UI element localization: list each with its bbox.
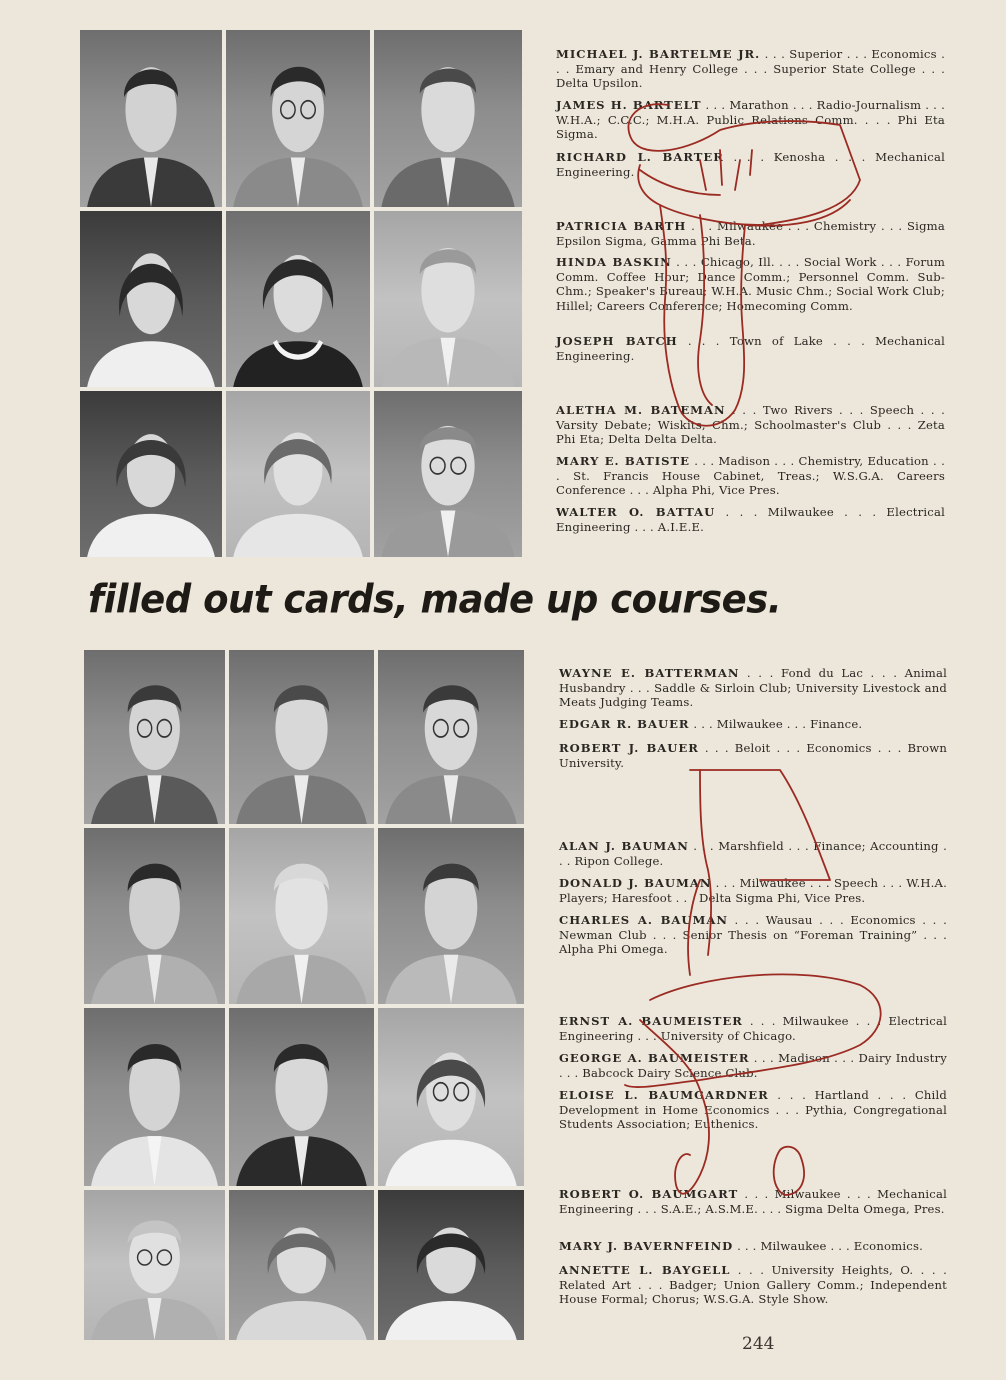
- entry-bateman: [556, 403, 945, 447]
- entry-baumgardner: [559, 1088, 947, 1132]
- student-details: . . . Madison . . . Dairy Industry . . . Babcock Dairy Science Club.: [559, 1051, 947, 1080]
- portrait-photo: [84, 650, 225, 824]
- portrait-photo: [374, 211, 522, 387]
- portrait-grid-top: [80, 30, 522, 557]
- student-details: . . . University Heights, O. . . . Related Art . . . Badger; Union Gallery Comm.; Independent House Formal; Chorus; W.S.G.A. Style Show.: [559, 1263, 947, 1307]
- student-details: . . . Town of Lake . . . Mechanical Engineering.: [556, 334, 945, 363]
- student-name: ERNST A. BAUMEISTER: [559, 1014, 743, 1028]
- portrait-photo: [378, 1190, 524, 1340]
- student-details: . . . Wausau . . . Economics . . . Newman Club . . . Senior Thesis on “Foreman Training” . . . Alpha Phi Omega.: [559, 913, 947, 957]
- entry-bartelt: [556, 98, 945, 142]
- portrait-photo: [229, 650, 374, 824]
- student-name: ROBERT J. BAUER: [559, 741, 699, 755]
- entry-battau: [556, 505, 945, 534]
- entry-bauman-donald: [559, 876, 947, 905]
- student-details: . . . Milwaukee . . . Chemistry . . . Sigma Epsilon Sigma, Gamma Phi Beta.: [556, 219, 945, 248]
- portrait-photo: [226, 30, 370, 207]
- student-details: . . . Kenosha . . . Mechanical Engineering.: [556, 150, 945, 179]
- student-details: . . . Marathon . . . Radio-Journalism . . . W.H.A.; C.C.C.; M.H.A. Public Relations Comm. . . . Phi Eta Sigma.: [556, 98, 945, 142]
- entry-batch: [556, 334, 945, 363]
- portrait-photo: [374, 30, 522, 207]
- student-details: . . . Fond du Lac . . . Animal Husbandry . . . Saddle & Sirloin Club; University Livestock and Meats Judging Teams.: [559, 666, 947, 710]
- student-name: GEORGE A. BAUMEISTER: [559, 1051, 750, 1065]
- entry-bauman-charles: [559, 913, 947, 957]
- portrait-photo: [229, 828, 374, 1004]
- student-name: DONALD J. BAUMAN: [559, 876, 712, 890]
- portrait-photo: [226, 391, 370, 557]
- entry-barter: [556, 150, 945, 179]
- student-name: WAYNE E. BATTERMAN: [559, 666, 740, 680]
- student-name: ANNETTE L. BAYGELL: [559, 1263, 731, 1277]
- entry-baumeister-ernst: [559, 1014, 947, 1043]
- portrait-photo: [84, 1008, 225, 1186]
- portrait-photo: [226, 211, 370, 387]
- entry-barth: [556, 219, 945, 248]
- entry-bavernfeind: [559, 1239, 947, 1254]
- student-details: . . . Milwaukee . . . Electrical Engineering . . . A.I.E.E.: [556, 505, 945, 534]
- student-name: JAMES H. BARTELT: [556, 98, 702, 112]
- entry-baskin: [556, 255, 945, 313]
- section-headline: filled out cards, made up courses.: [88, 576, 782, 623]
- student-name: ROBERT O. BAUMGART: [559, 1187, 739, 1201]
- portrait-photo: [229, 1008, 374, 1186]
- entry-bauer-robert: [559, 741, 947, 770]
- entry-bauman-alan: [559, 839, 947, 868]
- portrait-grid-bottom: [84, 650, 524, 1340]
- student-name: ELOISE L. BAUMGARDNER: [559, 1088, 769, 1102]
- entry-baumgart: [559, 1187, 947, 1216]
- student-details: . . . Madison . . . Chemistry, Education . . . St. Francis House Cabinet, Treas.; W.S.G.A. Careers Conference . . . Alpha Phi, Vice Pres.: [556, 454, 945, 498]
- student-name: JOSEPH BATCH: [556, 334, 678, 348]
- student-details: . . . Two Rivers . . . Speech . . . Varsity Debate; Wiskits, Chm.; Schoolmaster's Club . . . Zeta Phi Eta; Delta Delta Delta.: [556, 403, 945, 447]
- portrait-photo: [84, 1190, 225, 1340]
- student-details: . . . Marshfield . . . Finance; Accounting . . . Ripon College.: [559, 839, 947, 868]
- portrait-photo: [80, 211, 222, 387]
- student-details: . . . Milwaukee . . . Mechanical Engineering . . . S.A.E.; A.S.M.E. . . . Sigma Delta Omega, Pres.: [559, 1187, 947, 1216]
- entry-baumeister-george: [559, 1051, 947, 1080]
- portrait-photo: [374, 391, 522, 557]
- entry-bartelme: [556, 47, 945, 91]
- student-details: . . . Superior . . . Economics . . . Emary and Henry College . . . Superior State College . . . Delta Upsilon.: [556, 47, 945, 91]
- page-number: 244: [742, 1334, 775, 1354]
- portrait-photo: [378, 1008, 524, 1186]
- entry-batiste: [556, 454, 945, 498]
- student-details: . . . Milwaukee . . . Electrical Engineering . . . University of Chicago.: [559, 1014, 947, 1043]
- student-details: . . . Milwaukee . . . Finance.: [689, 717, 863, 731]
- student-name: RICHARD L. BARTER: [556, 150, 724, 164]
- student-details: . . . Beloit . . . Economics . . . Brown University.: [559, 741, 947, 770]
- portrait-photo: [80, 391, 222, 557]
- portrait-photo: [378, 650, 524, 824]
- portrait-photo: [378, 828, 524, 1004]
- student-name: EDGAR R. BAUER: [559, 717, 690, 731]
- student-details: . . . Hartland . . . Child Development in Home Economics . . . Pythia, Congregational Students Association; Euthenics.: [559, 1088, 947, 1132]
- entry-bauer-edgar: [559, 717, 947, 732]
- student-name: MARY J. BAVERNFEIND: [559, 1239, 734, 1253]
- student-name: MARY E. BATISTE: [556, 454, 690, 468]
- student-name: WALTER O. BATTAU: [556, 505, 716, 519]
- student-name: CHARLES A. BAUMAN: [559, 913, 728, 927]
- portrait-photo: [84, 828, 225, 1004]
- student-details: . . . Milwaukee . . . Economics.: [733, 1239, 923, 1253]
- entry-baygell: [559, 1263, 947, 1307]
- student-name: PATRICIA BARTH: [556, 219, 687, 233]
- student-details: . . . Chicago, Ill. . . . Social Work . . . Forum Comm. Coffee Hour; Dance Comm.; Personnel Comm. Sub-Chm.; Speaker's Bureau; W.H.A. Music Chm.; Social Work Club; Hillel; Careers Conference; Homecoming Comm.: [556, 255, 946, 313]
- entry-batterman: [559, 666, 947, 710]
- student-name: HINDA BASKIN: [556, 255, 672, 269]
- student-details: . . . Milwaukee . . . Speech . . . W.H.A. Players; Haresfoot . . . Delta Sigma Phi, Vice Pres.: [559, 876, 947, 905]
- portrait-photo: [229, 1190, 374, 1340]
- student-name: ALAN J. BAUMAN: [559, 839, 689, 853]
- portrait-photo: [80, 30, 222, 207]
- student-name: MICHAEL J. BARTELME JR.: [556, 47, 761, 61]
- student-name: ALETHA M. BATEMAN: [556, 403, 726, 417]
